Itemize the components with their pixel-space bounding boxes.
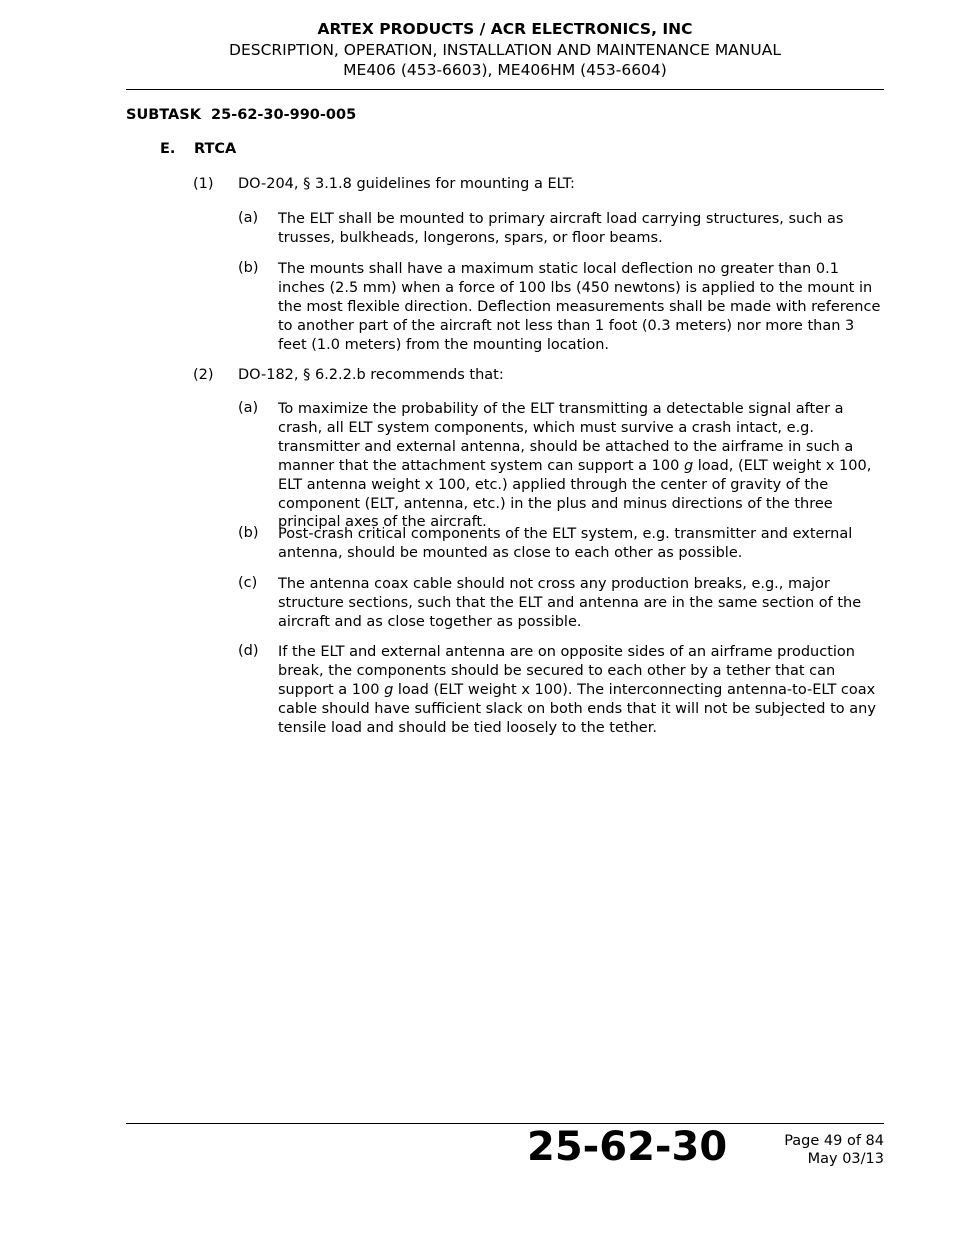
subtask-heading: SUBTASK 25-62-30-990-005 — [126, 107, 357, 123]
subitem-label: (b) — [238, 525, 259, 541]
manual-title: DESCRIPTION, OPERATION, INSTALLATION AND MAINTENANCE MANUAL — [229, 40, 781, 59]
header-divider — [126, 89, 884, 90]
section-label: E. — [160, 141, 176, 157]
subitem-text: The antenna coax cable should not cross any production breaks, e.g., major structure sections, such that the ELT and antenna are in the same section of the aircraft and as close together as possible. — [278, 576, 862, 630]
text-segment: load (ELT weight x 100). The interconnecting antenna-to-ELT coax cable should have sufficient slack on both ends that it will not be subjected to any tensile load and should be tied loosely to the tether. — [278, 681, 876, 736]
g-force-symbol: g — [384, 681, 394, 698]
subitem-text — [278, 400, 882, 532]
subitem-text: The mounts shall have a maximum static local deflection no greater than 0.1 inches (2.5 mm) when a force of 100 lbs (450 newtons) is applied to the mount in the most flexible direction. Deflection measurements shall be made with reference to another part of the aircraft not less than 1 foot (0.3 meters) nor more than 3 feet (1.0 meters) from the mounting location. — [278, 261, 881, 353]
page-info — [784, 1132, 884, 1168]
model-numbers: ME406 (453-6603), ME406HM (453-6604) — [343, 61, 667, 79]
page-header — [126, 19, 884, 81]
page-number: Page 49 of 84 — [784, 1133, 884, 1149]
subitem-text: The ELT shall be mounted to primary aircraft load carrying structures, such as trusses, bulkheads, longerons, spars, or floor beams. — [278, 211, 844, 246]
text-segment: If the ELT and external antenna are on opposite sides of an airframe production break, the components should be secured to each other by a tether that can support a 100 — [278, 644, 855, 698]
text-segment: load, (ELT weight x 100, ELT antenna weight x 100, etc.) applied through the center of gravity of the component (ELT, antenna, etc.) in the plus and minus directions of the three principal axes of the aircraft. — [278, 457, 872, 531]
subitem-label: (c) — [238, 575, 258, 591]
subitem-label: (d) — [238, 643, 259, 659]
revision-date: May 03/13 — [807, 1151, 884, 1167]
text-segment: To maximize the probability of the ELT transmitting a detectable signal after a crash, all ELT system components, which must survive a crash intact, e.g. transmitter and external antenna, should be attached to the airframe in such a manner that the attachment system can support a 100 — [278, 401, 854, 474]
item-text: DO-182, § 6.2.2.b recommends that: — [238, 367, 504, 383]
subitem-text — [278, 643, 882, 738]
section-title: RTCA — [194, 141, 237, 157]
item-text: DO-204, § 3.1.8 guidelines for mounting a ELT: — [238, 176, 575, 192]
subitem-label: (b) — [238, 260, 259, 276]
chapter-code: 25-62-30 — [527, 1124, 728, 1170]
item-number: (2) — [193, 367, 214, 383]
footer-divider — [126, 1123, 884, 1124]
g-force-symbol: g — [683, 457, 694, 474]
subitem-text: Post-crash critical components of the ELT system, e.g. transmitter and external antenna, should be mounted as close to each other as possible. — [278, 526, 853, 561]
subitem-label: (a) — [238, 400, 259, 416]
item-number: (1) — [193, 176, 214, 192]
subitem-label: (a) — [238, 210, 259, 226]
company-name: ARTEX PRODUCTS / ACR ELECTRONICS, INC — [317, 20, 693, 38]
